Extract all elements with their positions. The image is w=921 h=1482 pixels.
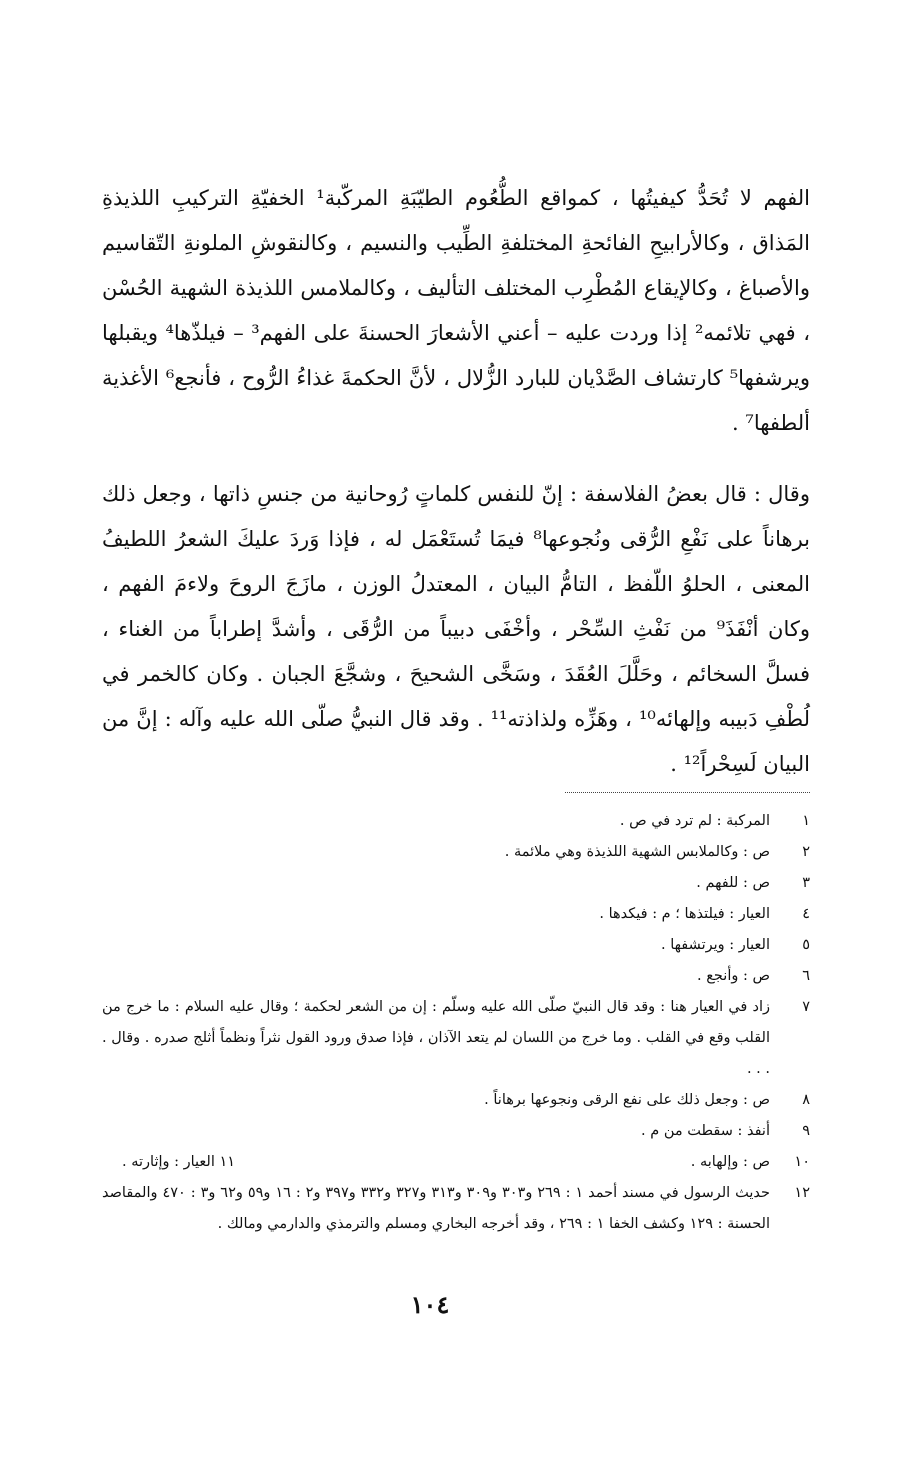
footnote-number: ١٢	[794, 1185, 810, 1201]
footnotes-section	[102, 806, 810, 1240]
footnote-text: العيار : فيلتذها ؛ م : فيكدها .	[599, 906, 770, 922]
footnote-text: حديث الرسول في مسند أحمد ١ : ٢٦٩ و٣٠٣ و٣٠٩ و٣١٣ و٣٢٧ و٣٣٢ و٣٩٧ و٢ : ١٦ و٥٩ و٦٢ و٣ : ٤٧٠ والمقاصد الحسنة : ١٢٩ وكشف الخفا ١ : ٢٦٩ ، وقد أخرجه البخاري ومسلم والترمذي والدارمي ومالك .	[102, 1185, 770, 1232]
footnote-text: ص : وأنجع .	[697, 968, 770, 984]
footnote-number: ٨	[802, 1092, 810, 1108]
footnote-7	[102, 992, 810, 1085]
footnote-text: ص : للفهم .	[696, 875, 770, 891]
footnote-number: ١	[802, 813, 810, 829]
footnote-11-inline: ١١ العيار : وإثارته .	[122, 1154, 236, 1170]
footnote-text: المركبة : لم ترد في ص .	[619, 813, 770, 829]
footnote-divider	[565, 792, 810, 793]
footnote-8	[102, 1085, 810, 1116]
body-paragraph-1: الفهم لا تُحَدُّ كيفيتُها ، كمواقع الطُّعُوم الطيّبَةِ المركّبة¹ الخفيّةِ التركيبِ اللذيذةِ المَذاق ، وكالأرابيحِ الفائحةِ المختلفةِ الطِّيب والنسيم ، وكالنقوشِ الملونةِ التّقاسيم والأصباغ ، وكالإيقاع المُطْرِب المختلف التأليف ، وكالملامس اللذيذة الشهية الحُسْن ، فهي تلائمه² إذا وردت عليه – أعني الأشعارَ الحسنةَ على الفهم³ – فيلذّها⁴ ويقبلها ويرشفها⁵ كارتشاف الصَّدْيان للبارد الزُّلال ، لأنَّ الحكمةَ غذاءُ الرُّوح ، فأنجع⁶ الأغذية ألطفها⁷ .	[102, 186, 810, 435]
page-number: ١٠٤	[410, 1290, 450, 1319]
footnote-3	[102, 868, 810, 899]
footnote-5	[102, 930, 810, 961]
footnote-number: ٢	[802, 844, 810, 860]
footnote-number: ٩	[802, 1123, 810, 1139]
footnote-1	[102, 806, 810, 837]
footnote-12	[102, 1178, 810, 1240]
footnote-text: ص : وكالملابس الشهية اللذيذة وهي ملائمة .	[504, 844, 770, 860]
body-paragraph-2: وقال : قال بعضُ الفلاسفة : إنّ للنفس كلماتٍ رُوحانية من جنسِ ذاتها ، وجعل ذلك برهاناً على نَفْعِ الرُّقى ونُجوعها⁸ فيمَا تُستَعْمَل له ، فإذا وَردَ عليكَ الشعرُ اللطيفُ المعنى ، الحلوُ اللّفظ ، التامُّ البيان ، المعتدلُ الوزن ، مازَجَ الروحَ ولاءمَ الفهم ، وكان أنْفَذَ⁹ من نَفْثِ السِّحْر ، وأخْفَى دبيباً من الرُّقَى ، وأشدَّ إطراباً من الغناء ، فسلَّ السخائم ، وحَلَّلَ العُقَدَ ، وسَخَّى الشحيحَ ، وشجَّعَ الجبان . وكان كالخمر في لُطْفِ دَبيبه وإلهائه¹⁰ ، وهَزِّه ولذاذته¹¹ . وقد قال النبيُّ صلّى الله عليه وآله : إنَّ من البيان لَسِحْراً¹² .	[102, 482, 810, 776]
footnote-text: العيار : ويرتشفها .	[660, 937, 770, 953]
footnote-9	[102, 1116, 810, 1147]
footnote-number: ٤	[802, 906, 810, 922]
footnote-text: أنفذ : سقطت من م .	[641, 1123, 770, 1139]
footnote-2	[102, 837, 810, 868]
footnote-number: ٥	[802, 937, 810, 953]
footnote-10	[102, 1147, 810, 1178]
footnote-number: ١٠	[794, 1154, 810, 1170]
footnote-text: ص : وجعل ذلك على نفع الرقى ونجوعها برهاناً .	[484, 1092, 770, 1108]
footnote-4	[102, 899, 810, 930]
footnote-6	[102, 961, 810, 992]
footnote-text: زاد في العيار هنا : وقد قال النبيّ صلّى الله عليه وسلّم : إن من الشعر لحكمة ؛ وقال عليه السلام : ما خرج من القلب وقع في القلب . وما خرج من اللسان لم يتعد الآذان ، فإذا صدق ورود القول نثراً ونظماً أثلج صدره . وقال . . . .	[102, 999, 770, 1077]
footnote-number: ٧	[802, 999, 810, 1015]
footnote-number: ٣	[802, 875, 810, 891]
footnote-text: ص : وإلهابه .	[690, 1154, 770, 1170]
footnote-number: ٦	[802, 968, 810, 984]
